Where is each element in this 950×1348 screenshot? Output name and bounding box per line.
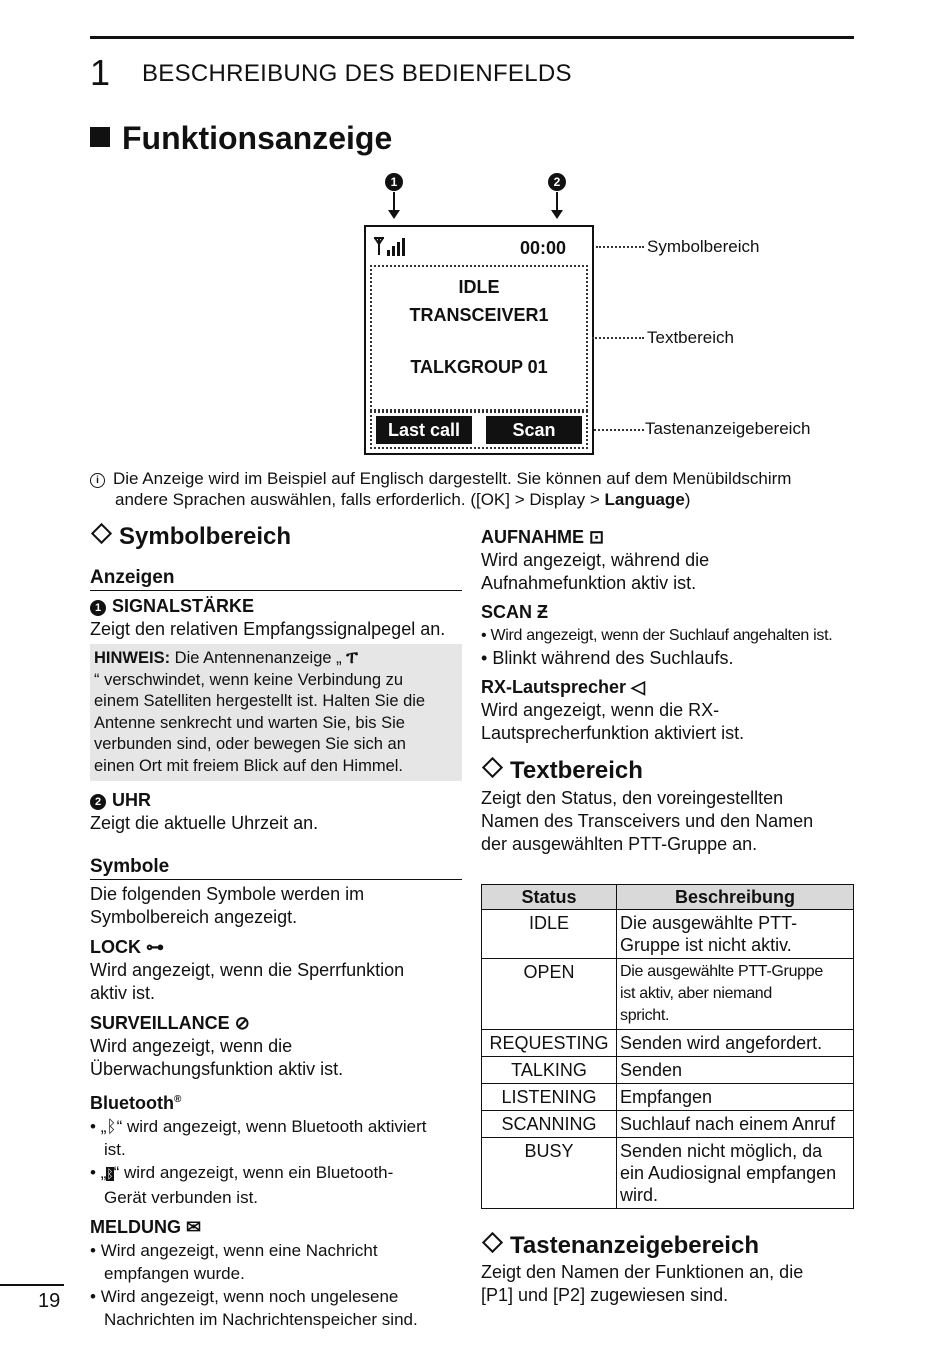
label-textbereich: Textbereich [647, 328, 734, 347]
arrow-down-icon [388, 210, 400, 219]
scan-icon: Ƶ [537, 602, 549, 622]
table-cell: Senden wird angefordert. [617, 1030, 854, 1057]
hint-line: Die Antennenanzeige „ [170, 649, 347, 667]
arrow-line-2 [556, 192, 558, 211]
scan-title [481, 601, 854, 624]
table-cell: Suchlauf nach einem Anruf [617, 1111, 854, 1138]
bluetooth-bullet-1: • „ᛒ“ wird angezeigt, wenn Bluetooth aktiviert ist. [90, 1117, 427, 1159]
table-cell: SCANNING [482, 1111, 617, 1138]
right-column [481, 526, 854, 856]
hint-line: Antenne senkrecht und warten Sie, bis Sie [94, 713, 405, 732]
hint-label: HINWEIS: [94, 649, 171, 667]
textbereich-text: Namen des Transceivers und den Namen [481, 811, 814, 831]
hint-line: “ verschwindet, wenn keine Verbindung zu [94, 670, 404, 689]
bluetooth-bullet-2: • „ᛒ“ wird angezeigt, wenn ein Bluetooth- Gerät verbunden ist. [90, 1163, 394, 1207]
subheading-anzeigen: Anzeigen [90, 566, 462, 591]
number-2-icon: 2 [90, 794, 106, 810]
bluetooth-icon: ᛒ [106, 1117, 117, 1136]
note-language: Language [604, 490, 685, 509]
note-line-2: andere Sprachen auswählen, falls erforderlich. ([OK] > Display > [115, 490, 605, 509]
table-cell: Senden [617, 1057, 854, 1084]
cell-line: wird. [620, 1185, 659, 1205]
bullet-text: “ wird angezeigt, wenn ein Bluetooth- [113, 1163, 394, 1182]
table-cell: LISTENING [482, 1084, 617, 1111]
quote: „ [100, 1163, 107, 1182]
callout-1: 1 [385, 173, 403, 191]
square-bullet-icon [90, 127, 110, 147]
meldung-title [90, 1216, 462, 1239]
keys-text: Zeigt den Namen der Funktionen an, die [481, 1262, 804, 1282]
table-row [482, 1057, 854, 1084]
symbole-text: Symbolbereich angezeigt. [90, 907, 298, 927]
lock-title [90, 936, 462, 959]
section-title [90, 120, 392, 157]
textbereich-text: der ausgewählten PTT-Gruppe an. [481, 834, 758, 854]
section-title-text: Funktionsanzeige [122, 120, 393, 156]
arrow-down-icon [551, 210, 563, 219]
display-clock: 00:00 [520, 238, 567, 258]
label-symbolbereich: Symbolbereich [647, 237, 760, 256]
rx-title [481, 676, 854, 699]
bluetooth-connected-icon: ᛒ [106, 1167, 114, 1181]
bullet-text: Wird angezeigt, wenn der Suchlauf angehalten ist. [490, 627, 833, 644]
left-column [90, 525, 462, 1331]
scan-bullet-1: • Wird angezeigt, wenn der Suchlauf angehalten ist. [481, 627, 833, 644]
cell-line: Gruppe ist nicht aktiv. [620, 935, 792, 955]
bluetooth-title [90, 1088, 462, 1115]
meldung-title-text: MELDUNG [90, 1217, 181, 1237]
softkey-scan: Scan [486, 416, 582, 444]
heading-textbereich [481, 759, 854, 782]
heading-symbolbereich-text: Symbolbereich [119, 523, 292, 550]
envelope-icon: ✉ [186, 1217, 202, 1237]
hint-box [90, 644, 462, 781]
surveillance-title-text: SURVEILLANCE [90, 1013, 230, 1033]
softkey-last-call: Last call [376, 416, 472, 444]
symbole-text: Die folgenden Symbole werden im [90, 884, 365, 904]
surveillance-eye-icon: ⊘ [234, 1013, 250, 1033]
rx-title-text: RX-Lautsprecher [481, 677, 627, 697]
cell-line: ein Audiosignal empfangen [620, 1163, 837, 1183]
bullet-text: Wird angezeigt, wenn noch ungelesene [100, 1287, 399, 1306]
note-line-1: Die Anzeige wird im Beispiel auf Englisch dargestellt. Sie können auf dem Menübildschirm [113, 469, 792, 488]
bullet-text: empfangen wurde. [104, 1264, 245, 1283]
meldung-bullet-2: • Wird angezeigt, wenn noch ungelesene Nachrichten im Nachrichtenspeicher sind. [90, 1287, 418, 1329]
table-header-row [482, 885, 854, 910]
signal-text: Zeigt den relativen Empfangssignalpegel an. [90, 619, 446, 639]
surveillance-title [90, 1012, 462, 1035]
cell-line: Senden nicht möglich, da [620, 1141, 823, 1161]
top-rule [90, 36, 854, 39]
bullet-text: Blinkt während des Suchlaufs. [492, 648, 734, 668]
table-cell [617, 910, 854, 959]
note-line-2-end: ) [684, 490, 691, 509]
aufnahme-title-text: AUFNAHME [481, 527, 584, 547]
bullet-text: ist. [104, 1140, 126, 1159]
table-cell [617, 959, 854, 1030]
table-cell [617, 1138, 854, 1209]
display-line-group: TALKGROUP 01 [410, 357, 548, 377]
table-cell: TALKING [482, 1057, 617, 1084]
table-cell: Empfangen [617, 1084, 854, 1111]
antenna-icon: ፐ [346, 649, 358, 667]
hint-line: verbunden sind, oder bewegen Sie sich an [94, 735, 406, 753]
table-row [482, 959, 854, 1030]
table-row [482, 910, 854, 959]
chapter-title: BESCHREIBUNG DES BEDIENFELDS [142, 60, 572, 87]
lock-icon: ⊶ [146, 937, 165, 957]
cell-line: Die ausgewählte PTT-Gruppe [620, 963, 823, 980]
lock-text: aktiv ist. [90, 983, 156, 1003]
aufnahme-text: Aufnahmefunktion aktiv ist. [481, 573, 697, 593]
heading-textbereich-text: Textbereich [510, 757, 643, 784]
bluetooth-title-text: Bluetooth [90, 1093, 174, 1113]
bullet-text: Wird angezeigt, wenn eine Nachricht [100, 1241, 378, 1260]
uhr-title [90, 789, 462, 812]
heading-tastenanzeigebereich-text: Tastenanzeigebereich [510, 1232, 759, 1259]
leader-symbol [596, 246, 644, 248]
callout-2: 2 [548, 173, 566, 191]
signal-strength-icon [373, 235, 411, 257]
diamond-icon [91, 523, 112, 544]
info-note [90, 468, 850, 510]
table-header: Beschreibung [617, 885, 854, 910]
page-number: 19 [38, 1290, 61, 1312]
diamond-icon [482, 1232, 503, 1253]
rx-text: Lautsprecherfunktion aktiviert ist. [481, 723, 745, 743]
leader-keys [594, 429, 644, 431]
scan-title-text: SCAN [481, 602, 533, 622]
aufnahme-title [481, 526, 854, 549]
bullet-text: Gerät verbunden ist. [104, 1188, 259, 1207]
table-cell: OPEN [482, 959, 617, 1030]
meldung-bullet-1: • Wird angezeigt, wenn eine Nachricht empfangen wurde. [90, 1241, 378, 1283]
table-cell: BUSY [482, 1138, 617, 1209]
rx-text: Wird angezeigt, wenn die RX- [481, 700, 720, 720]
display-line-name: TRANSCEIVER1 [409, 305, 549, 325]
registered-mark: ® [173, 1094, 182, 1105]
subheading-symbole: Symbole [90, 855, 462, 880]
diamond-icon [482, 757, 503, 778]
table-header: Status [482, 885, 617, 910]
chapter-number: 1 [90, 52, 111, 93]
tape-record-icon: ⊡ [589, 527, 605, 547]
surveillance-text: Wird angezeigt, wenn die [90, 1036, 293, 1056]
display-line-status: IDLE [458, 277, 500, 297]
page-number-rule [0, 1284, 64, 1286]
hint-line: einen Ort mit freiem Blick auf den Himmel. [94, 756, 404, 775]
cell-line: spricht. [620, 1007, 670, 1024]
heading-tastenanzeigebereich [481, 1234, 854, 1257]
quote: „ [100, 1117, 107, 1136]
lock-text: Wird angezeigt, wenn die Sperrfunktion [90, 960, 405, 980]
cell-line: ist aktiv, aber niemand [620, 985, 772, 1002]
signal-title-text: SIGNALSTÄRKE [112, 596, 255, 616]
scan-bullet-2: • Blinkt während des Suchlaufs. [481, 648, 734, 668]
hint-line: einem Satelliten hergestellt ist. Halten Sie die [94, 692, 426, 710]
textbereich-text: Zeigt den Status, den voreingestellten [481, 788, 784, 808]
label-tastenanzeigebereich: Tastenanzeigebereich [645, 419, 811, 438]
cell-line: Die ausgewählte PTT- [620, 913, 798, 933]
bullet-text: Nachrichten im Nachrichtenspeicher sind. [104, 1310, 418, 1329]
table-row [482, 1111, 854, 1138]
table-cell: REQUESTING [482, 1030, 617, 1057]
heading-symbolbereich [90, 525, 462, 548]
lock-title-text: LOCK [90, 937, 141, 957]
aufnahme-text: Wird angezeigt, während die [481, 550, 710, 570]
table-row [482, 1138, 854, 1209]
status-table [481, 884, 854, 1209]
bullet-text: “ wird angezeigt, wenn Bluetooth aktiviert [116, 1117, 427, 1136]
keys-text: [P1] und [P2] zugewiesen sind. [481, 1285, 729, 1305]
table-row [482, 1030, 854, 1057]
uhr-text: Zeigt die aktuelle Uhrzeit an. [90, 813, 319, 833]
number-1-icon: 1 [90, 600, 106, 616]
uhr-title-text: UHR [112, 790, 151, 810]
table-row [482, 1084, 854, 1111]
keys-section [481, 1234, 854, 1307]
table-cell: IDLE [482, 910, 617, 959]
arrow-line-1 [393, 192, 395, 211]
surveillance-text: Überwachungsfunktion aktiv ist. [90, 1059, 344, 1079]
info-icon: i [90, 473, 105, 488]
signal-title [90, 595, 462, 618]
leader-text [592, 337, 644, 339]
speaker-icon: ◁ [631, 677, 645, 697]
